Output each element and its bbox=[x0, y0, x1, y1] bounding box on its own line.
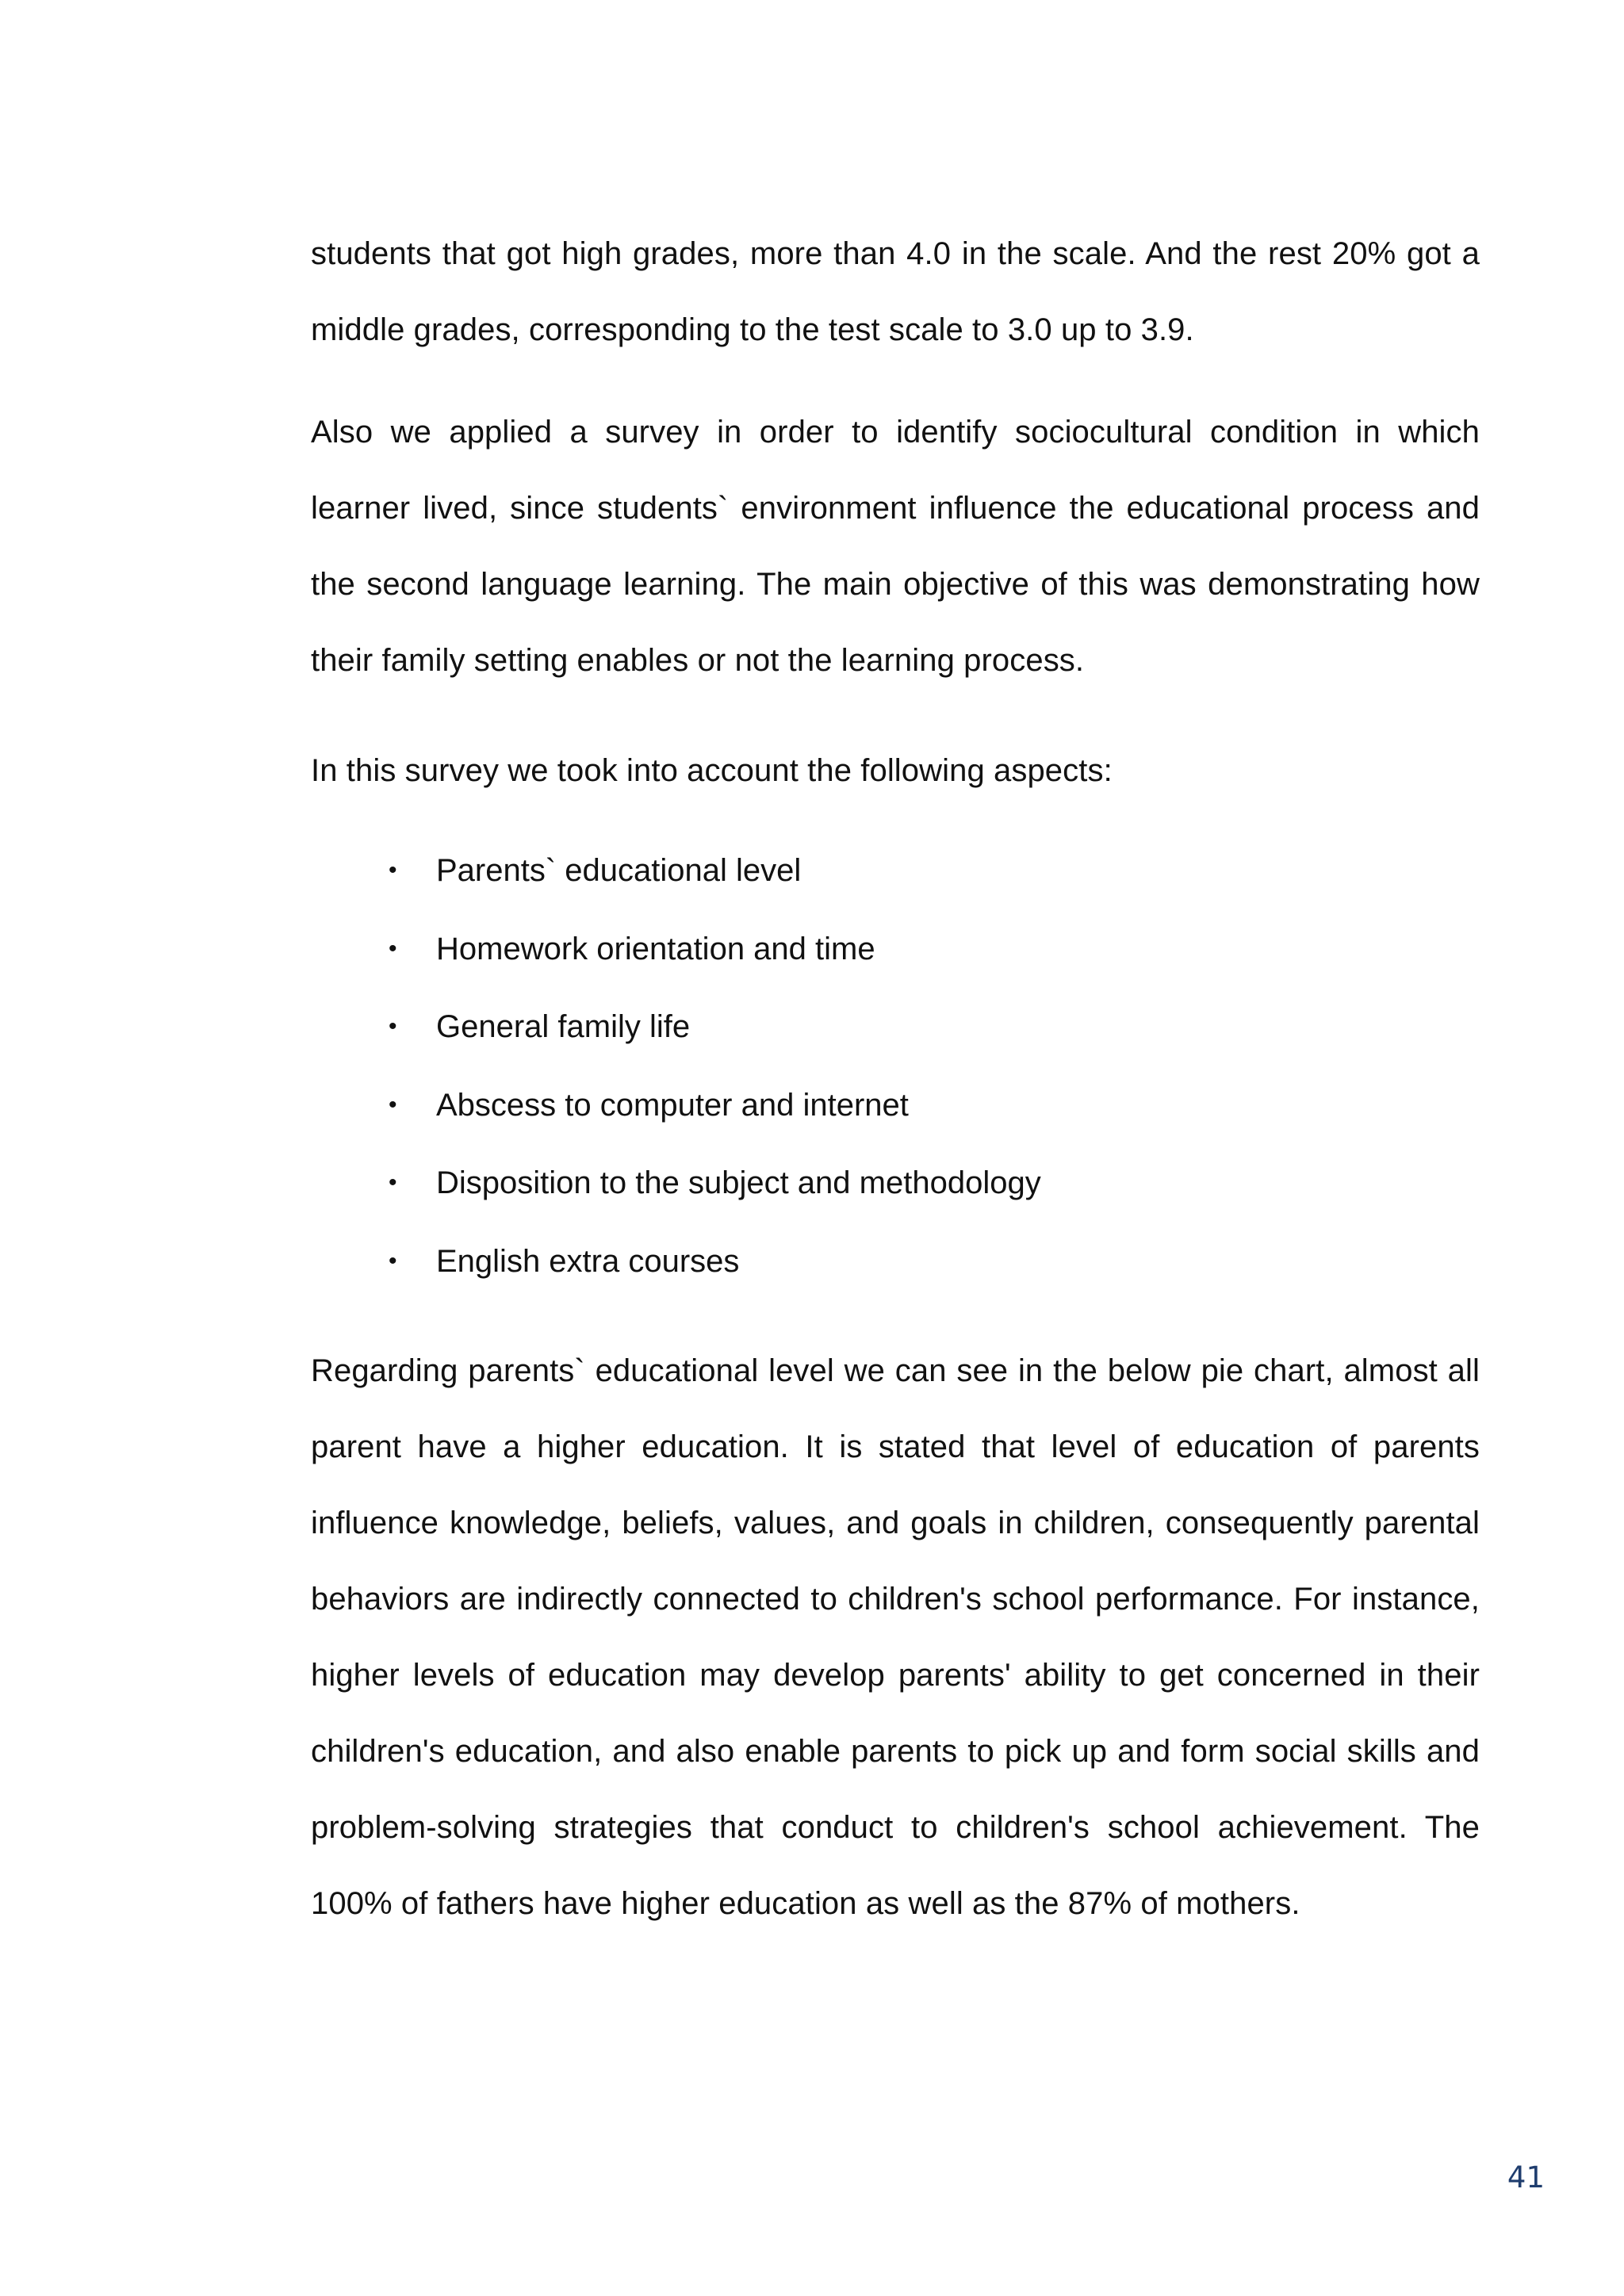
page-number: 41 bbox=[1507, 2160, 1545, 2195]
list-item bbox=[311, 1223, 1480, 1301]
list-item bbox=[311, 988, 1480, 1066]
paragraph-aspects-intro: In this survey we took into account the following aspects: bbox=[311, 753, 1113, 788]
bullet-icon: • bbox=[389, 1091, 397, 1118]
list-item bbox=[311, 910, 1480, 989]
bullet-icon: • bbox=[389, 1169, 397, 1196]
list-item bbox=[311, 1066, 1480, 1145]
list-item-text: Parents` educational level bbox=[436, 853, 802, 888]
list-item-text: General family life bbox=[436, 1009, 691, 1045]
list-item-text: Abscess to computer and internet bbox=[436, 1087, 909, 1123]
bullet-icon: • bbox=[389, 1247, 397, 1274]
list-item-text: Homework orientation and time bbox=[436, 931, 875, 966]
list-item-text: Disposition to the subject and methodology bbox=[436, 1165, 1041, 1201]
paragraph-survey: Also we applied a survey in order to identify sociocultural condition in which learner lived, since students` environment influence the educational process and the second language learning. The main objective of this was demonstrating how their family setting enables or not the learning process. bbox=[311, 415, 1480, 678]
bullet-icon: • bbox=[389, 857, 397, 883]
bullet-icon: • bbox=[389, 1013, 397, 1040]
list-item-text: English extra courses bbox=[436, 1243, 740, 1279]
list-item bbox=[311, 832, 1480, 910]
paragraph-parents-education: Regarding parents` educational level we can see in the below pie chart, almost all parent have a higher education. It is stated that level of education of parents influence knowledge, beliefs, values, and goals in children, consequently parental behaviors are indirectly connected to children's school performance. For instance, higher levels of education may develop parents' ability to get concerned in their children's education, and also enable parents to pick up and form social skills and problem-solving strategies that conduct to children's school achievement. The 100% of fathers have higher education as well as the 87% of mothers. bbox=[311, 1353, 1480, 1921]
list-item bbox=[311, 1144, 1480, 1223]
bullet-icon: • bbox=[389, 935, 397, 962]
paragraph-grades: students that got high grades, more than 4.0 in the scale. And the rest 20% got a middle grades, corresponding to the test scale to 3.0 up to 3.9. bbox=[311, 236, 1480, 347]
aspects-list bbox=[311, 832, 1480, 1301]
